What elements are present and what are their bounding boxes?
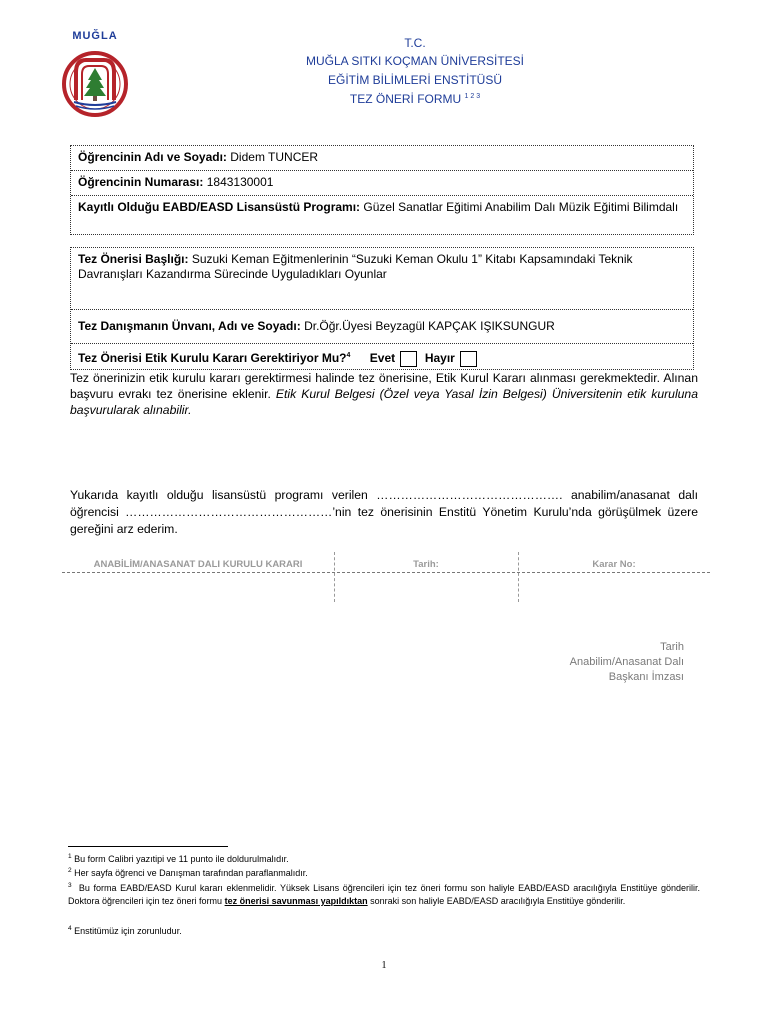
university-logo — [60, 30, 130, 130]
decision-table — [62, 552, 710, 602]
footnote-3-text-b: sonraki son haliyle EABD/EASD aracılığıyla Enstitüye gönderilir. — [370, 896, 626, 906]
student-number-label: Öğrencinin Numarası: — [78, 175, 204, 189]
decision-table-divider — [62, 572, 710, 573]
thesis-title-value: Suzuki Keman Eğitmenlerinin “Suzuki Keman Okulu 1” Kitabı Kapsamındaki Teknik Davranışları Kazandırma Sürecinde Uyguladıkları Oyunlar — [78, 252, 633, 281]
footnote-4-text: Enstitümüz için zorunludur. — [74, 926, 182, 936]
ethics-no-checkbox[interactable] — [460, 351, 477, 367]
footnote-1-mark: 1 — [68, 853, 72, 860]
ethics-note-text: Tez önerinizin etik kurulu kararı gerektirmesi halinde tez önerisine, Etik Kurul Kararı alınması gerekmektedir. Alınan başvuru evrakı tez önerisine eklenir. — [70, 371, 698, 401]
logo-emblem-icon — [60, 42, 130, 126]
request-paragraph: Yukarıda kayıtlı olduğu lisansüstü programı verilen ………………………………………. anabilim/anasanat dalı öğrencisi ……………………………………………’nin tez önerisinin Enstitü Yönetim Kurulu’nda görüşülmek üzere gereğini arz ederim. — [70, 488, 698, 536]
footnote-4-mark: 4 — [68, 925, 72, 932]
advisor-label: Tez Danışmanın Ünvanı, Adı ve Soyadı: — [78, 319, 301, 333]
footnote-3 — [68, 879, 700, 908]
header-tc: T.C. — [404, 36, 426, 50]
student-name-row — [71, 146, 693, 170]
ethics-footnote-mark: 4 — [346, 352, 351, 359]
decision-col-number: Karar No: — [592, 559, 636, 570]
logo-name: MUĞLA — [72, 30, 118, 42]
form-title-footnote-marks: 1 2 3 — [464, 93, 481, 100]
ethics-note — [70, 370, 698, 418]
student-name-value: Didem TUNCER — [230, 150, 319, 164]
advisor-value: Dr.Öğr.Üyesi Beyzagül KAPÇAK IŞIKSUNGUR — [304, 319, 555, 333]
decision-col-board: ANABİLİM/ANASANAT DALI KURULU KARARI — [93, 559, 303, 570]
footnote-3-text-a: Bu forma EABD/EASD Kurul kararı eklenmelidir. Yüksek Lisans öğrencileri için tez öneri formu son haliyle EABD/EASD aracılığıyla Enstitüye gönderilir. Doktora öğrencileri için tez öneri formu — [68, 883, 700, 906]
thesis-info-box — [70, 247, 694, 370]
student-number-row — [71, 170, 693, 195]
signature-department: Anabilim/Anasanat Dalı — [569, 656, 684, 668]
footnote-1-text: Bu form Calibri yazıtipi ve 11 punto ile doldurulmalıdır. — [74, 854, 289, 864]
thesis-title-row — [71, 248, 693, 309]
signature-head: Başkanı İmzası — [608, 671, 684, 683]
ethics-row — [71, 343, 693, 369]
student-number-value: 1843130001 — [206, 175, 274, 189]
student-info-box — [70, 145, 694, 235]
thesis-title-label: Tez Önerisi Başlığı: — [78, 252, 189, 266]
program-row — [71, 195, 693, 234]
ethics-note-italic: Etik Kurul Belgesi (Özel veya Yasal İzin Belgesi) Üniversitenin etik kuruluna başvurularak alınabilir. — [70, 387, 698, 417]
ethics-yes-label: Evet — [369, 351, 396, 365]
ethics-label: Tez Önerisi Etik Kurulu Kararı Gerektiriyor Mu? — [78, 351, 347, 365]
ethics-no-label: Hayır — [424, 351, 455, 365]
program-label: Kayıtlı Olduğu EABD/EASD Lisansüstü Programı: — [78, 200, 361, 214]
footnote-3-mark: 3 — [68, 882, 72, 889]
footnote-2 — [68, 864, 700, 880]
footnote-3-underlined: tez önerisi savunması yapıldıktan — [224, 896, 368, 906]
student-name-label: Öğrencinin Adı ve Soyadı: — [78, 150, 227, 164]
signature-date: Tarih — [660, 641, 684, 653]
footnote-4 — [68, 922, 700, 938]
ethics-yes-checkbox[interactable] — [400, 351, 417, 367]
form-title-text: TEZ ÖNERİ FORMU — [349, 92, 462, 106]
header-university: MUĞLA SITKI KOÇMAN ÜNİVERSİTESİ — [305, 54, 525, 68]
footnote-2-text: Her sayfa öğrenci ve Danışman tarafından paraflanmalıdır. — [74, 868, 308, 878]
footnote-2-mark: 2 — [68, 867, 72, 874]
footnote-separator — [68, 846, 228, 847]
header-form-title — [200, 92, 630, 106]
header-institute: EĞİTİM BİLİMLERİ ENSTİTÜSÜ — [327, 73, 503, 87]
decision-col-date: Tarih: — [413, 559, 439, 570]
page-number: 1 — [381, 960, 387, 971]
advisor-row — [71, 309, 693, 343]
program-value: Güzel Sanatlar Eğitimi Anabilim Dalı Müzik Eğitimi Bilimdalı — [363, 200, 679, 214]
